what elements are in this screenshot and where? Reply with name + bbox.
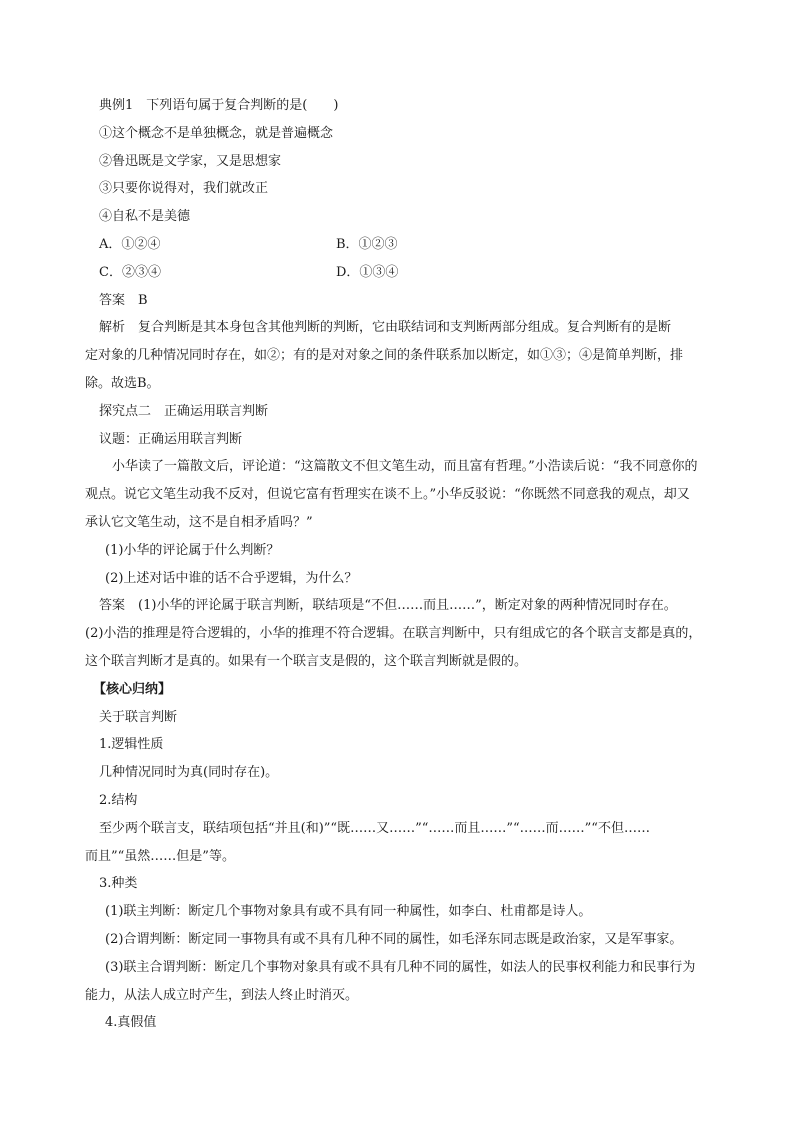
- question-1: (1)小华的评论属于什么判断？: [105, 542, 280, 558]
- option-a: A．①②④: [99, 236, 161, 252]
- document-page: [85, 92, 721, 1037]
- summary-item-2-title: 2.结构: [99, 792, 138, 808]
- option-b: B．①②③: [336, 236, 398, 252]
- question-2: (2)上述对话中谁的话不合乎逻辑，为什么？: [105, 570, 358, 586]
- summary-item-2-line-2: 而且”“虽然……但是”等。: [85, 848, 235, 864]
- statement-3: ③只要你说得对，我们就改正: [99, 181, 269, 197]
- material-line-1: 小华读了一篇散文后，评论道：“这篇散文不但文笔生动，而且富有哲理。”小浩读后说：“我不同意你的: [112, 459, 698, 475]
- options-row-1: [99, 231, 721, 259]
- material-block: [85, 453, 721, 536]
- section-topic: 议题：正确运用联言判断: [99, 431, 243, 447]
- statement-1: ①这个概念不是单独概念，就是普遍概念: [99, 125, 334, 141]
- statement-2: ②鲁迅既是文学家，又是思想家: [99, 153, 282, 169]
- statement-4: ④自私不是美德: [99, 209, 191, 225]
- summary-item-3-line-4: 能力，从法人成立时产生，到法人终止时消灭。: [85, 987, 359, 1003]
- section-answer-block: [85, 592, 721, 675]
- example-answer-label: 答案: [99, 292, 126, 308]
- summary-item-4-title: 4.真假值: [105, 1015, 157, 1031]
- example-title-line: [99, 92, 721, 120]
- summary-item-3-line-1: (1)联主判断：断定几个事物对象具有或不具有同一种属性，如李白、杜甫都是诗人。: [105, 904, 592, 920]
- analysis-label: 解析: [99, 320, 126, 336]
- summary-item-1-title: 1.逻辑性质: [99, 737, 164, 753]
- summary-heading: 【核心归纳】: [93, 681, 172, 697]
- section-answer-line-3: 这个联言判断才是真的。如果有一个联言支是假的，这个联言判断就是假的。: [85, 653, 528, 669]
- example-answer-line: [99, 287, 721, 315]
- analysis-line-1: 解析 复合判断是其本身包含其他判断的判断，它由联结词和支判断两部分组成。复合判断有的是断: [99, 320, 672, 336]
- summary-item-1-line-1: 几种情况同时为真(同时存在)。: [99, 765, 279, 781]
- analysis-line-2: 定对象的几种情况同时存在，如②；有的是对对象之间的条件联系加以断定，如①③；④是简单判断，排: [85, 348, 684, 364]
- material-line-2: 观点。说它文笔生动我不反对，但说它富有哲理实在谈不上。”小华反驳说：“你既然不同意我的观点，却又: [85, 487, 690, 503]
- option-d: D．①③④: [336, 264, 399, 280]
- options-row-2: [99, 259, 721, 287]
- example-label: 典例1: [99, 98, 134, 113]
- analysis-block: [85, 314, 721, 397]
- example-answer: B: [138, 292, 148, 308]
- material-line-3: 承认它文笔生动，这不是自相矛盾吗？”: [85, 514, 313, 530]
- section-answer-label: 答案: [99, 598, 126, 614]
- example-question: 下列语句属于复合判断的是( ): [146, 98, 339, 113]
- section-answer-line-2: (2)小浩的推理是符合逻辑的，小华的推理不符合逻辑。在联言判断中，只有组成它的各个联言支都是真的，: [85, 626, 702, 642]
- option-c: C．②③④: [99, 264, 161, 280]
- summary-item-3-title: 3.种类: [99, 876, 138, 892]
- summary-item-3-line-3: (3)联主合谓判断：断定几个事物对象具有或不具有几种不同的属性，如法人的民事权利能力和民事行为: [105, 959, 696, 975]
- section-answer-line-1: 答案 (1)小华的评论属于联言判断，联结项是“不但……而且……”，断定对象的两种情况同时存在。: [99, 598, 677, 614]
- analysis-line-3: 除。故选B。: [85, 375, 160, 391]
- summary-subject: 关于联言判断: [99, 709, 178, 725]
- summary-item-3-line-2: (2)合谓判断：断定同一事物具有或不具有几种不同的属性，如毛泽东同志既是政治家，又是军事家。: [105, 931, 683, 947]
- summary-item-2-line-1: 至少两个联言支，联结项包括“并且(和)”“既……又……”“……而且……”“……而……”“不但……: [99, 820, 650, 836]
- section-title: 探究点二 正确运用联言判断: [99, 403, 269, 419]
